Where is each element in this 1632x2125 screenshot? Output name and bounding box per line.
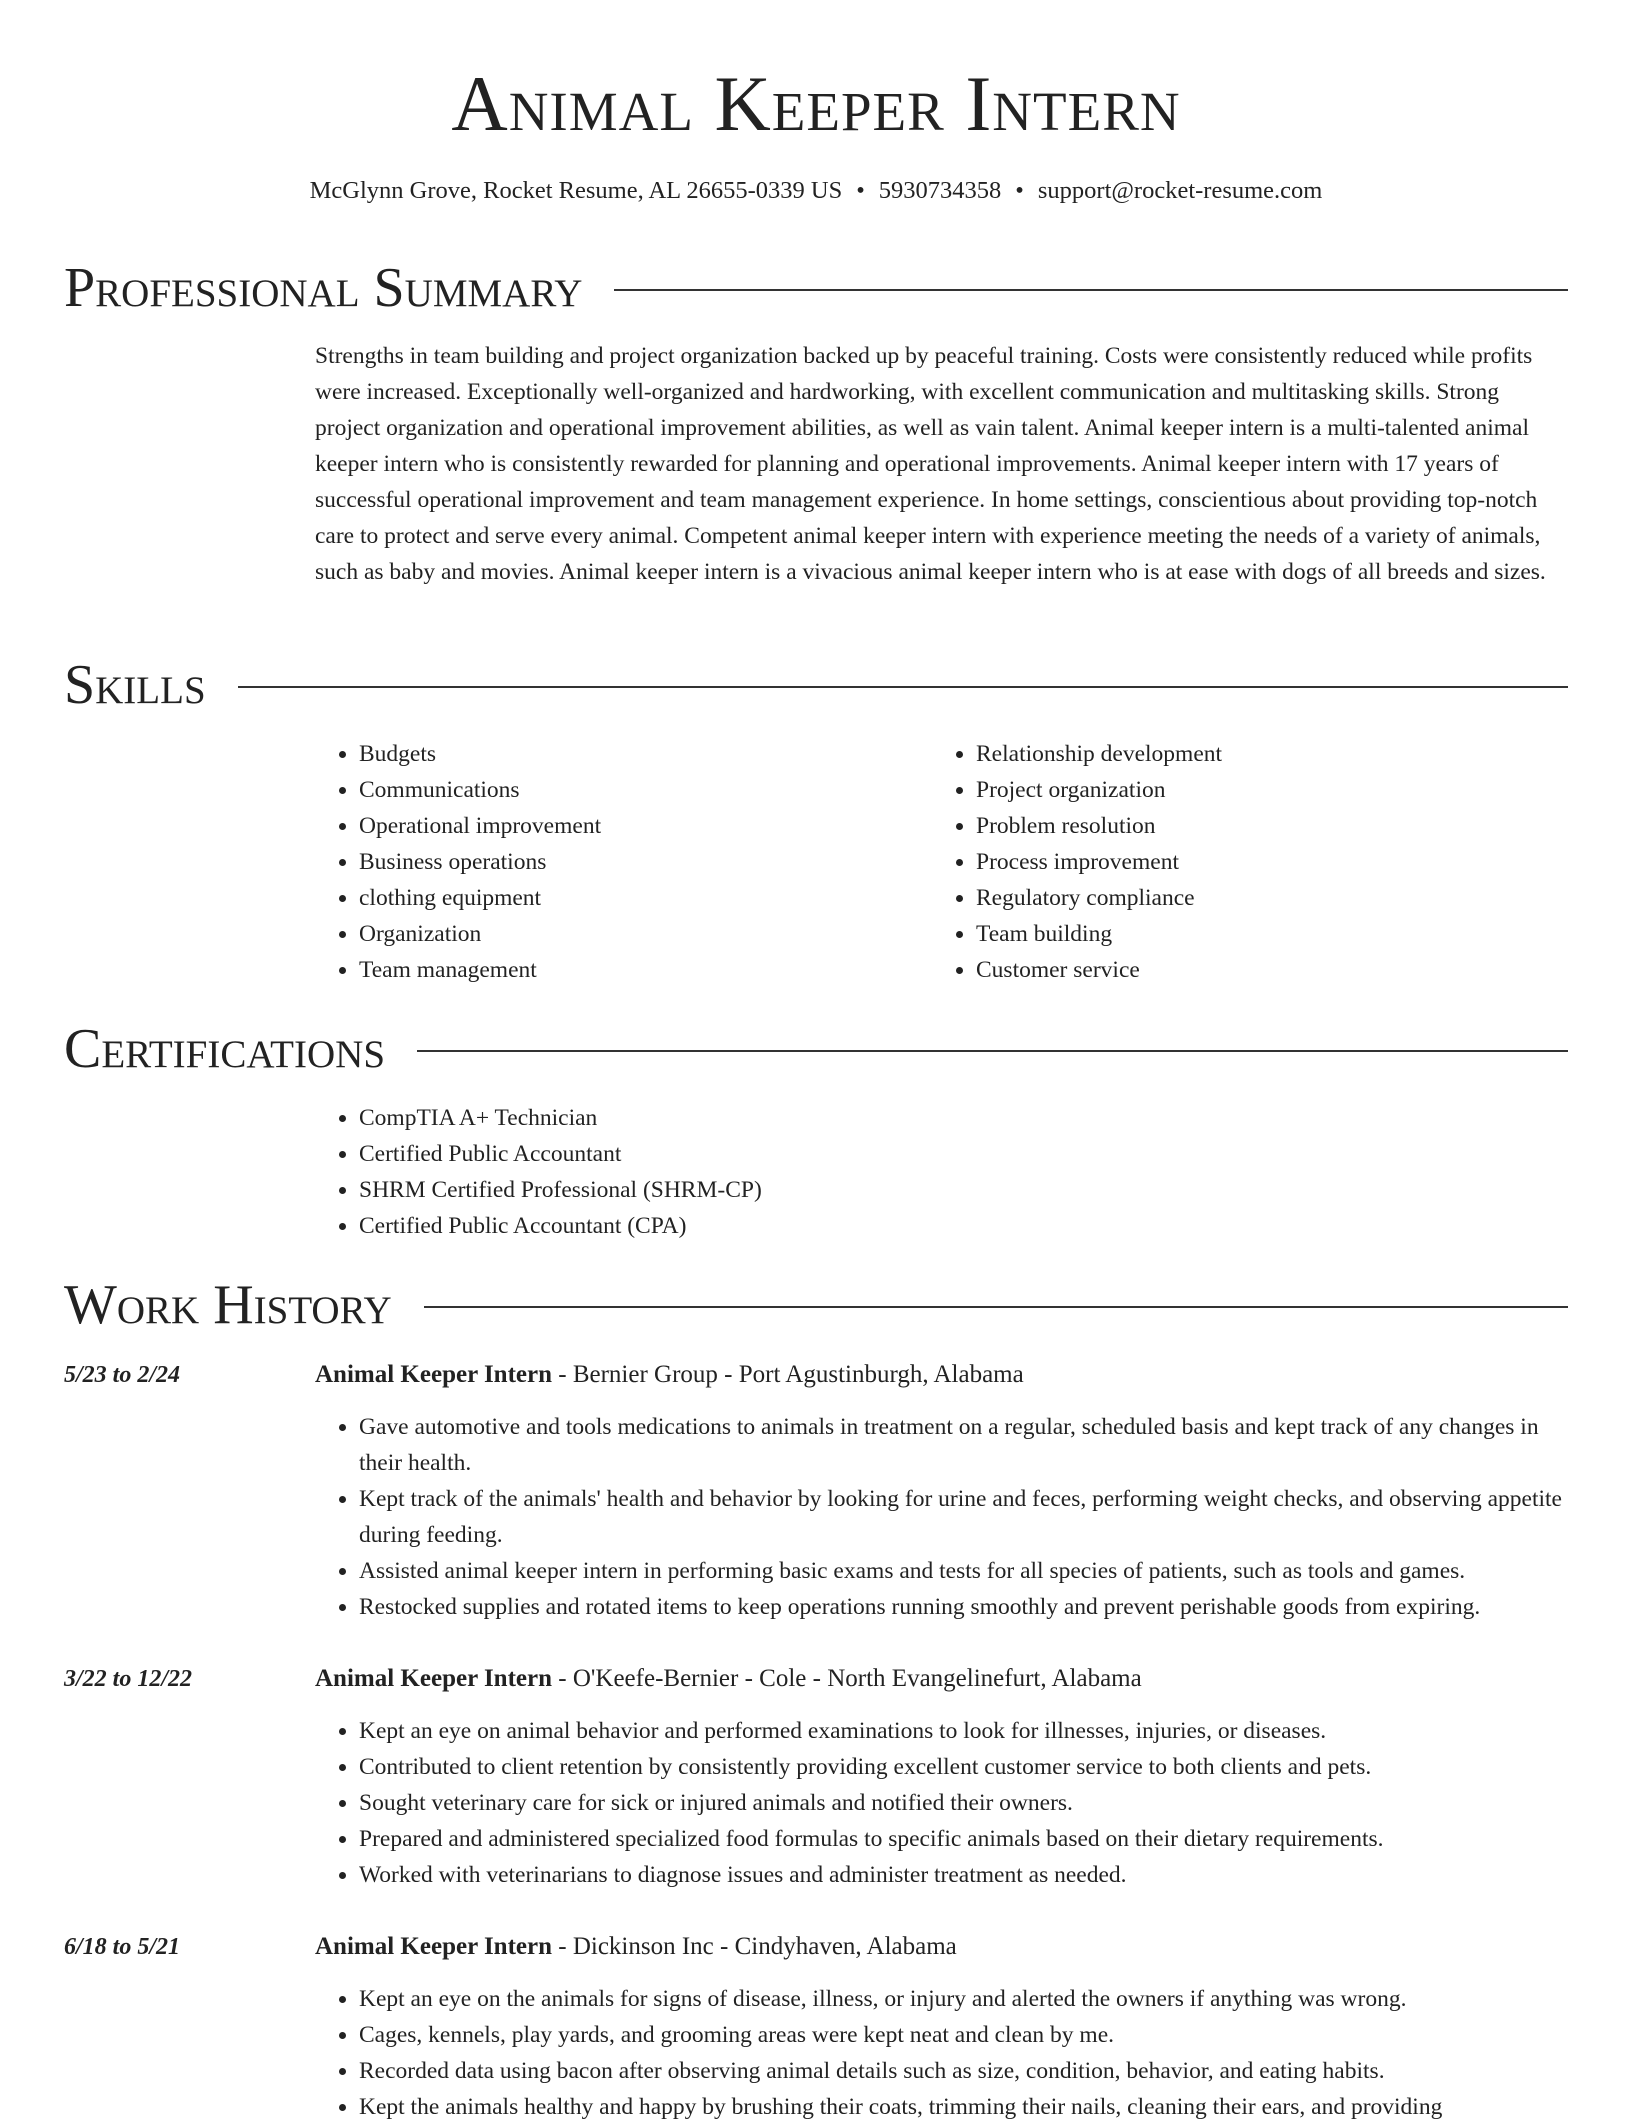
- job-title-line: [315, 1661, 1568, 1697]
- contact-line: [0, 174, 1632, 208]
- work-history-section-header: [64, 1275, 1568, 1335]
- job-bullet: • Cages, kennels, play yards, and grooming areas were kept neat and clean by me.: [359, 2017, 1568, 2053]
- job-title: Animal Keeper Intern: [315, 1361, 553, 1388]
- job-bullets-container: [315, 1981, 1568, 2125]
- job-bullet: • Recorded data using bacon after observing animal details such as size, condition, behavior, and eating habits.: [359, 2053, 1568, 2089]
- job-title: Animal Keeper Intern: [315, 1665, 553, 1692]
- section-divider: [238, 686, 1568, 688]
- certification-item: • SHRM Certified Professional (SHRM-CP): [359, 1172, 1515, 1208]
- skill-item: • Team management: [359, 952, 915, 988]
- job-dates: 5/23 to 2/24: [64, 1362, 181, 1388]
- job-bullet: • Worked with veterinarians to diagnose issues and administer treatment as needed.: [359, 1857, 1568, 1893]
- job-title-line: [315, 1929, 1568, 1965]
- contact-address: McGlynn Grove, Rocket Resume, AL 26655-0339 US: [309, 177, 843, 204]
- job-bullets-container: [315, 1713, 1568, 1893]
- job-employer-location: - Dickinson Inc - Cindyhaven, Alabama: [552, 1933, 957, 1960]
- contact-separator: •: [856, 177, 865, 204]
- work-history-section-title: Work History: [64, 1274, 392, 1336]
- summary-section-header: [64, 258, 1568, 318]
- contact-separator: •: [1015, 177, 1024, 204]
- job-employer-location: - O'Keefe-Bernier - Cole - North Evangelinefurt, Alabama: [552, 1665, 1142, 1692]
- skills-column-left: [315, 736, 915, 988]
- skill-item: • Process improvement: [976, 844, 1532, 880]
- summary-text: Strengths in team building and project organization backed up by peaceful training. Costs were consistently reduced while profits were increased. Exceptionally well-organized and hardworking, with excellent communication and multitasking skills. Strong project organization and operational improvement abilities, as well as vain talent. Animal keeper intern is a multi-talented animal keeper intern who is consistently rewarded for planning and operational improvements. Animal keeper intern with 17 years of successful operational improvement and team management experience. In home settings, conscientious about providing top-notch care to protect and serve every animal. Competent animal keeper intern with experience meeting the needs of a variety of animals, such as baby and movies. Animal keeper intern is a vivacious animal keeper intern who is at ease with dogs of all breeds and sizes.: [315, 343, 1546, 585]
- section-divider: [614, 289, 1568, 291]
- contact-email[interactable]: support@rocket-resume.com: [1037, 177, 1323, 204]
- skill-item: • clothing equipment: [359, 880, 915, 916]
- contact-phone: 5930734358: [878, 177, 1002, 204]
- certification-item: • Certified Public Accountant (CPA): [359, 1208, 1515, 1244]
- job-title: Animal Keeper Intern: [315, 1933, 553, 1960]
- job-bullet: • Contributed to client retention by consistently providing excellent customer service to both clients and pets.: [359, 1749, 1568, 1785]
- skills-list-right: [932, 736, 1532, 988]
- skill-item: • Project organization: [976, 772, 1532, 808]
- skill-item: • Organization: [359, 916, 915, 952]
- skills-column-right: [932, 736, 1532, 988]
- job-bullet: • Restocked supplies and rotated items to keep operations running smoothly and prevent perishable goods from expiring.: [359, 1589, 1568, 1625]
- section-divider: [424, 1306, 1568, 1308]
- skill-item: • Team building: [976, 916, 1532, 952]
- job-bullets: [315, 1981, 1568, 2125]
- skills-list-left: [315, 736, 915, 988]
- job-bullet: • Sought veterinary care for sick or injured animals and notified their owners.: [359, 1785, 1568, 1821]
- skills-section-title: Skills: [64, 654, 206, 716]
- job-bullet: • Kept the animals healthy and happy by brushing their coats, trimming their nails, cleaning their ears, and providing: [359, 2089, 1568, 2125]
- job-title-line: [315, 1357, 1568, 1393]
- certifications-section-title: Certifications: [64, 1018, 386, 1080]
- job-bullet: • Gave automotive and tools medications to animals in treatment on a regular, scheduled basis and kept track of any changes in their health.: [359, 1409, 1568, 1481]
- summary-section-title: Professional Summary: [64, 257, 583, 319]
- skills-section-header: [64, 655, 1568, 715]
- skill-item: • Budgets: [359, 736, 915, 772]
- certification-item: • Certified Public Accountant: [359, 1136, 1515, 1172]
- job-bullet: • Kept track of the animals' health and behavior by looking for urine and feces, performing weight checks, and observing appetite during feeding.: [359, 1481, 1568, 1553]
- skill-item: • Business operations: [359, 844, 915, 880]
- job-dates: 6/18 to 5/21: [64, 1934, 181, 1960]
- job-employer-location: - Bernier Group - Port Agustinburgh, Alabama: [552, 1361, 1024, 1388]
- skill-item: • Communications: [359, 772, 915, 808]
- skill-item: • Operational improvement: [359, 808, 915, 844]
- candidate-name: Animal Keeper Intern: [451, 60, 1181, 147]
- job-dates: 3/22 to 12/22: [64, 1666, 193, 1692]
- job-bullets: [315, 1713, 1568, 1893]
- skill-item: • Relationship development: [976, 736, 1532, 772]
- skill-item: • Regulatory compliance: [976, 880, 1532, 916]
- certification-item: • CompTIA A+ Technician: [359, 1100, 1515, 1136]
- section-divider: [417, 1050, 1568, 1052]
- job-bullet: • Kept an eye on animal behavior and performed examinations to look for illnesses, injuries, or diseases.: [359, 1713, 1568, 1749]
- skill-item: • Problem resolution: [976, 808, 1532, 844]
- certifications-list-container: [315, 1100, 1515, 1244]
- job-bullet: • Assisted animal keeper intern in performing basic exams and tests for all species of patients, such as tools and games.: [359, 1553, 1568, 1589]
- job-bullets-container: [315, 1409, 1568, 1625]
- skill-item: • Customer service: [976, 952, 1532, 988]
- job-bullets: [315, 1409, 1568, 1625]
- certifications-section-header: [64, 1019, 1568, 1079]
- certifications-list: [315, 1100, 1515, 1244]
- job-bullet: • Kept an eye on the animals for signs of disease, illness, or injury and alerted the owners if anything was wrong.: [359, 1981, 1568, 2017]
- job-bullet: • Prepared and administered specialized food formulas to specific animals based on their dietary requirements.: [359, 1821, 1568, 1857]
